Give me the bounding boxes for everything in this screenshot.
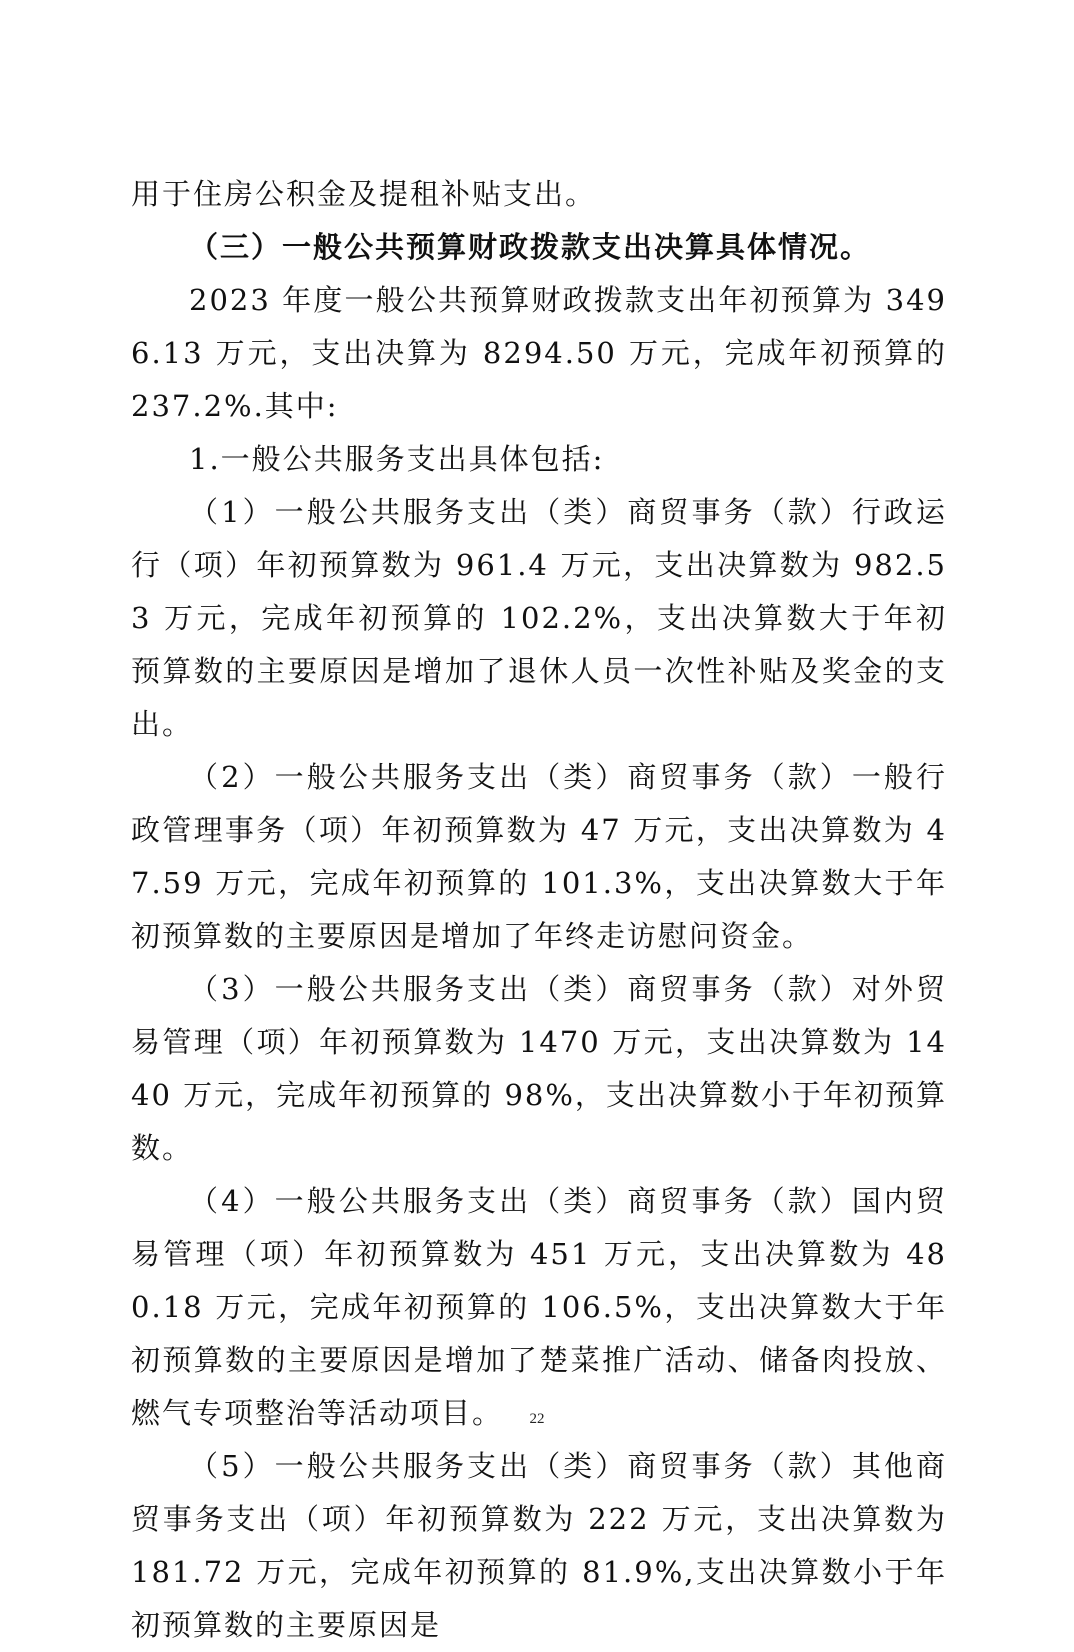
paragraph-item-1: （1）一般公共服务支出（类）商贸事务（款）行政运行（项）年初预算数为 961.4 万元，支出决算数为 982.53 万元，完成年初预算的 102.2%，支出决算数大于年初预算数的主要原因是增加了退休人员一次性补贴及奖金的支出。 <box>131 495 947 741</box>
paragraph-item-3: （3）一般公共服务支出（类）商贸事务（款）对外贸易管理（项）年初预算数为 1470 万元，支出决算数为 1440 万元，完成年初预算的 98%，支出决算数小于年初预算数。 <box>131 972 947 1165</box>
section-heading: （三）一般公共预算财政拨款支出决算具体情况。 <box>189 230 872 264</box>
paragraph-item-2: （2）一般公共服务支出（类）商贸事务（款）一般行政管理事务（项）年初预算数为 47 万元，支出决算数为 47.59 万元，完成年初预算的 101.3%，支出决算数大于年初预算数的主要原因是增加了年终走访慰问资金。 <box>131 760 947 953</box>
paragraph-item-4: （4）一般公共服务支出（类）商贸事务（款）国内贸易管理（项）年初预算数为 451 万元，支出决算数为 480.18 万元，完成年初预算的 106.5%，支出决算数大于年初预算数的主要原因是增加了楚菜推广活动、储备肉投放、燃气专项整治等活动项目。 <box>131 1184 947 1430</box>
subsection-heading: 1.一般公共服务支出具体包括: <box>189 442 605 476</box>
page-number: 22 <box>529 1411 545 1427</box>
paragraph-item-5: （5）一般公共服务支出（类）商贸事务（款）其他商贸事务支出（项）年初预算数为 222 万元，支出决算数为 181.72 万元，完成年初预算的 81.9%,支出决算数小于年初预算数的主要原因是 <box>131 1449 947 1642</box>
paragraph-continuation: 用于住房公积金及提租补贴支出。 <box>131 177 597 211</box>
document-body <box>131 168 947 1652</box>
paragraph-budget-summary: 2023 年度一般公共预算财政拨款支出年初预算为 3496.13 万元，支出决算为 8294.50 万元，完成年初预算的 237.2%.其中: <box>131 283 947 423</box>
